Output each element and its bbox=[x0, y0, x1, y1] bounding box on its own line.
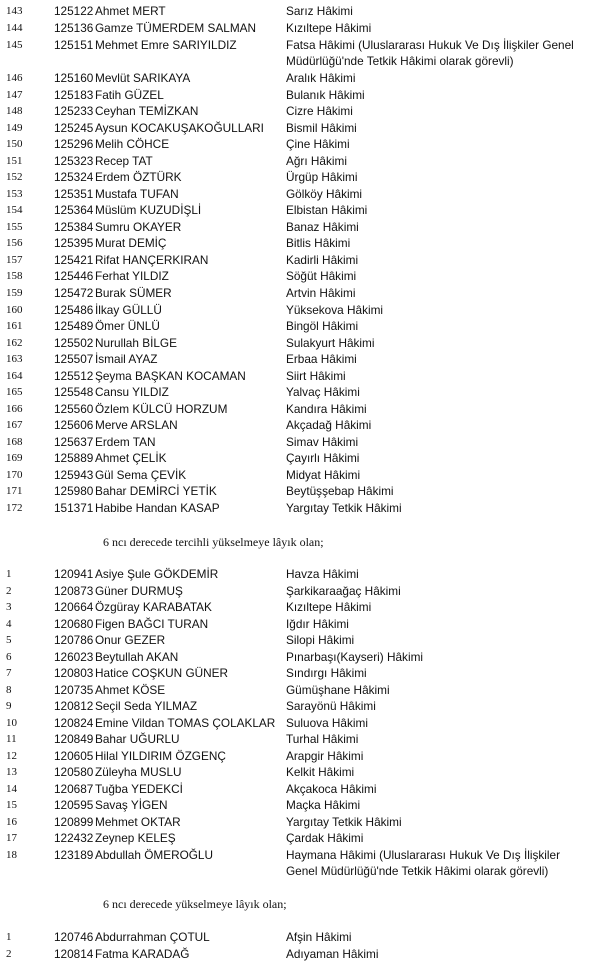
registry-number: 125472 bbox=[54, 286, 94, 300]
judge-name: Ceyhan TEMİZKAN bbox=[95, 104, 199, 118]
registry-number: 125395 bbox=[54, 236, 94, 250]
judge-name: İsmail AYAZ bbox=[95, 352, 158, 366]
court-position: Pınarbaşı(Kayseri) Hâkimi bbox=[286, 650, 424, 664]
judge-name: Erdem ÖZTÜRK bbox=[95, 170, 182, 184]
judge-name: Savaş YİGEN bbox=[95, 798, 168, 812]
court-position: Bismil Hâkimi bbox=[286, 121, 357, 135]
registry-number: 123189 bbox=[54, 848, 94, 862]
court-position: Kızıltepe Hâkimi bbox=[286, 21, 372, 35]
registry-number: 120814 bbox=[54, 947, 94, 961]
judge-name: Hilal YILDIRIM ÖZGENÇ bbox=[95, 749, 226, 763]
judge-name: Bahar DEMİRCİ YETİK bbox=[95, 484, 217, 498]
court-position: Bingöl Hâkimi bbox=[286, 319, 359, 333]
judge-name: Nurullah BİLGE bbox=[95, 336, 177, 350]
judge-name: Melih CÖHCE bbox=[95, 137, 170, 151]
row-number: 163 bbox=[6, 353, 23, 365]
row-number: 162 bbox=[6, 337, 23, 349]
row-number: 14 bbox=[6, 783, 17, 795]
registry-number: 120941 bbox=[54, 567, 94, 581]
registry-number: 125560 bbox=[54, 402, 94, 416]
registry-number: 125446 bbox=[54, 269, 94, 283]
row-number: 165 bbox=[6, 386, 23, 398]
court-position: Siirt Hâkimi bbox=[286, 369, 346, 383]
court-position: Kızıltepe Hâkimi bbox=[286, 600, 372, 614]
registry-number: 125512 bbox=[54, 369, 94, 383]
court-position: Maçka Hâkimi bbox=[286, 798, 361, 812]
row-number: 170 bbox=[6, 469, 23, 481]
judge-name: Güner DURMUŞ bbox=[95, 584, 183, 598]
registry-number: 120824 bbox=[54, 716, 94, 730]
court-position: Yalvaç Hâkimi bbox=[286, 385, 360, 399]
row-number: 150 bbox=[6, 138, 23, 150]
court-position: Ağrı Hâkimi bbox=[286, 154, 347, 168]
registry-number: 125421 bbox=[54, 253, 94, 267]
row-number: 166 bbox=[6, 403, 23, 415]
registry-number: 120680 bbox=[54, 617, 94, 631]
row-number: 11 bbox=[6, 733, 17, 745]
row-number: 160 bbox=[6, 304, 23, 316]
judge-name: Ömer ÜNLÜ bbox=[95, 319, 160, 333]
court-position: Akçadağ Hâkimi bbox=[286, 418, 372, 432]
court-position: Bulanık Hâkimi bbox=[286, 88, 365, 102]
registry-number: 151371 bbox=[54, 501, 94, 515]
court-position: Kelkit Hâkimi bbox=[286, 765, 355, 779]
row-number: 1 bbox=[6, 568, 12, 580]
row-number: 4 bbox=[6, 618, 12, 630]
court-position: Çardak Hâkimi bbox=[286, 831, 364, 845]
judge-name: Mehmet Emre SARIYILDIZ bbox=[95, 38, 237, 52]
registry-number: 120595 bbox=[54, 798, 94, 812]
row-number: 158 bbox=[6, 270, 23, 282]
judge-name: Züleyha MUSLU bbox=[95, 765, 182, 779]
court-position: Turhal Hâkimi bbox=[286, 732, 359, 746]
judge-name: Özgüray KARABATAK bbox=[95, 600, 212, 614]
row-number: 151 bbox=[6, 155, 23, 167]
registry-number: 125136 bbox=[54, 21, 94, 35]
court-position: Aralık Hâkimi bbox=[286, 71, 356, 85]
registry-number: 125889 bbox=[54, 451, 94, 465]
registry-number: 125637 bbox=[54, 435, 94, 449]
court-position: Söğüt Hâkimi bbox=[286, 269, 357, 283]
row-number: 9 bbox=[6, 700, 12, 712]
registry-number: 125384 bbox=[54, 220, 94, 234]
judge-name: Erdem TAN bbox=[95, 435, 156, 449]
registry-number: 125324 bbox=[54, 170, 94, 184]
row-number: 10 bbox=[6, 717, 17, 729]
judge-name: Bahar UĞURLU bbox=[95, 732, 180, 746]
row-number: 8 bbox=[6, 684, 12, 696]
registry-number: 125323 bbox=[54, 154, 94, 168]
judge-name: Özlem KÜLCÜ HORZUM bbox=[95, 402, 228, 416]
judge-name: Murat DEMİÇ bbox=[95, 236, 167, 250]
court-position: Haymana Hâkimi (Uluslararası Hukuk Ve Dış İlişkiler Genel Müdürlüğü'nde Tetkik Hâkimi olarak görevli) bbox=[286, 848, 561, 878]
court-position: Gümüşhane Hâkimi bbox=[286, 683, 390, 697]
registry-number: 125233 bbox=[54, 104, 94, 118]
row-number: 15 bbox=[6, 799, 17, 811]
court-position: Suluova Hâkimi bbox=[286, 716, 368, 730]
section-heading-preferred-promotion: 6 ncı derecede tercihli yükselmeye lâyık olan; bbox=[103, 535, 324, 549]
registry-number: 120786 bbox=[54, 633, 94, 647]
row-number: 6 bbox=[6, 651, 12, 663]
row-number: 12 bbox=[6, 750, 17, 762]
judge-name: Onur GEZER bbox=[95, 633, 166, 647]
judge-name: Ferhat YILDIZ bbox=[95, 269, 169, 283]
judge-name: Burak SÜMER bbox=[95, 286, 172, 300]
court-position: Midyat Hâkimi bbox=[286, 468, 361, 482]
judge-name: Abdurrahman ÇOTUL bbox=[95, 930, 210, 944]
court-position: Bitlis Hâkimi bbox=[286, 236, 351, 250]
judge-name: İlkay GÜLLÜ bbox=[95, 303, 162, 317]
court-position: Simav Hâkimi bbox=[286, 435, 359, 449]
row-number: 1 bbox=[6, 931, 12, 943]
registry-number: 120664 bbox=[54, 600, 94, 614]
row-number: 155 bbox=[6, 221, 23, 233]
registry-number: 125507 bbox=[54, 352, 94, 366]
row-number: 164 bbox=[6, 370, 23, 382]
judge-name: Habibe Handan KASAP bbox=[95, 501, 220, 515]
row-number: 2 bbox=[6, 585, 12, 597]
registry-number: 125486 bbox=[54, 303, 94, 317]
court-position: Iğdır Hâkimi bbox=[286, 617, 349, 631]
registry-number: 120746 bbox=[54, 930, 94, 944]
court-position: Yüksekova Hâkimi bbox=[286, 303, 384, 317]
court-position: Silopi Hâkimi bbox=[286, 633, 355, 647]
judge-name: Figen BAĞCI TURAN bbox=[95, 617, 209, 631]
judge-name: Sumru OKAYER bbox=[95, 220, 182, 234]
court-position: Ürgüp Hâkimi bbox=[286, 170, 358, 184]
judge-name: Merve ARSLAN bbox=[95, 418, 178, 432]
judge-name: Zeynep KELEŞ bbox=[95, 831, 176, 845]
row-number: 7 bbox=[6, 667, 12, 679]
row-number: 147 bbox=[6, 89, 23, 101]
court-position: Cizre Hâkimi bbox=[286, 104, 353, 118]
row-number: 145 bbox=[6, 39, 23, 51]
judge-name: Recep TAT bbox=[95, 154, 153, 168]
court-position: Kandıra Hâkimi bbox=[286, 402, 367, 416]
row-number: 143 bbox=[6, 5, 23, 17]
registry-number: 120687 bbox=[54, 782, 94, 796]
registry-number: 125489 bbox=[54, 319, 94, 333]
judge-name: Asiye Şule GÖKDEMİR bbox=[95, 567, 219, 581]
court-position: Afşin Hâkimi bbox=[286, 930, 352, 944]
row-number: 5 bbox=[6, 634, 12, 646]
row-number: 17 bbox=[6, 832, 17, 844]
registry-number: 125502 bbox=[54, 336, 94, 350]
court-position: Artvin Hâkimi bbox=[286, 286, 356, 300]
registry-number: 120580 bbox=[54, 765, 94, 779]
court-position: Şarkikaraağaç Hâkimi bbox=[286, 584, 401, 598]
court-position: Sındırgı Hâkimi bbox=[286, 666, 367, 680]
row-number: 172 bbox=[6, 502, 23, 514]
judge-name: Tuğba YEDEKCİ bbox=[95, 782, 183, 796]
judge-name: Ahmet KÖSE bbox=[95, 683, 166, 697]
row-number: 169 bbox=[6, 452, 23, 464]
registry-number: 125351 bbox=[54, 187, 94, 201]
judge-name: Beytullah AKAN bbox=[95, 650, 179, 664]
court-position: Fatsa Hâkimi (Uluslararası Hukuk Ve Dış İlişkiler Genel Müdürlüğü'nde Tetkik Hâkimi olarak görevli) bbox=[286, 38, 574, 68]
registry-number: 125296 bbox=[54, 137, 94, 151]
judge-name: Gamze TÜMERDEM SALMAN bbox=[95, 21, 257, 35]
registry-number: 125122 bbox=[54, 4, 94, 18]
row-number: 13 bbox=[6, 766, 17, 778]
judge-name: Cansu YILDIZ bbox=[95, 385, 169, 399]
judge-name: Aysun KOCAKUŞAKOĞULLARI bbox=[95, 121, 264, 135]
section-heading-promotion: 6 ncı derecede yükselmeye lâyık olan; bbox=[103, 897, 287, 911]
judge-name: Seçil Seda YILMAZ bbox=[95, 699, 198, 713]
registry-number: 122432 bbox=[54, 831, 94, 845]
court-position: Yargıtay Tetkik Hâkimi bbox=[286, 815, 402, 829]
judge-name: Fatma KARADAĞ bbox=[95, 947, 190, 961]
registry-number: 125943 bbox=[54, 468, 94, 482]
row-number: 168 bbox=[6, 436, 23, 448]
row-number: 2 bbox=[6, 948, 12, 960]
registry-number: 120899 bbox=[54, 815, 94, 829]
row-number: 156 bbox=[6, 237, 23, 249]
court-position: Sarayönü Hâkimi bbox=[286, 699, 376, 713]
court-position: Akçakoca Hâkimi bbox=[286, 782, 377, 796]
row-number: 16 bbox=[6, 816, 17, 828]
judge-name: Gül Sema ÇEVİK bbox=[95, 468, 187, 482]
registry-number: 125364 bbox=[54, 203, 94, 217]
court-position: Banaz Hâkimi bbox=[286, 220, 359, 234]
judge-name: Ahmet MERT bbox=[95, 4, 166, 18]
judge-name: Şeyma BAŞKAN KOCAMAN bbox=[95, 369, 246, 383]
registry-number: 120849 bbox=[54, 732, 94, 746]
registry-number: 120873 bbox=[54, 584, 94, 598]
registry-number: 125160 bbox=[54, 71, 94, 85]
court-position: Sarız Hâkimi bbox=[286, 4, 353, 18]
court-position: Sulakyurt Hâkimi bbox=[286, 336, 375, 350]
court-position: Havza Hâkimi bbox=[286, 567, 359, 581]
judge-name: Emine Vildan TOMAS ÇOLAKLAR bbox=[95, 716, 276, 730]
row-number: 161 bbox=[6, 320, 23, 332]
row-number: 152 bbox=[6, 171, 23, 183]
court-position: Elbistan Hâkimi bbox=[286, 203, 368, 217]
registry-number: 125980 bbox=[54, 484, 94, 498]
registry-number: 125606 bbox=[54, 418, 94, 432]
row-number: 153 bbox=[6, 188, 23, 200]
registry-number: 120605 bbox=[54, 749, 94, 763]
court-position: Gölköy Hâkimi bbox=[286, 187, 363, 201]
row-number: 3 bbox=[6, 601, 12, 613]
registry-number: 125151 bbox=[54, 38, 94, 52]
court-position: Erbaa Hâkimi bbox=[286, 352, 357, 366]
row-number: 18 bbox=[6, 849, 17, 861]
judge-name: Hatice COŞKUN GÜNER bbox=[95, 666, 229, 680]
row-number: 149 bbox=[6, 122, 23, 134]
row-number: 171 bbox=[6, 485, 23, 497]
row-number: 154 bbox=[6, 204, 23, 216]
court-position: Arapgir Hâkimi bbox=[286, 749, 364, 763]
registry-number: 125245 bbox=[54, 121, 94, 135]
row-number: 144 bbox=[6, 22, 23, 34]
judge-name: Rifat HANÇERKIRAN bbox=[95, 253, 209, 267]
judge-name: Abdullah ÖMEROĞLU bbox=[95, 848, 214, 862]
judge-name: Mevlüt SARIKAYA bbox=[95, 71, 191, 85]
registry-number: 120803 bbox=[54, 666, 94, 680]
judge-name: Mustafa TUFAN bbox=[95, 187, 179, 201]
row-number: 159 bbox=[6, 287, 23, 299]
registry-number: 120735 bbox=[54, 683, 94, 697]
court-position: Adıyaman Hâkimi bbox=[286, 947, 379, 961]
court-position: Kadirli Hâkimi bbox=[286, 253, 359, 267]
judge-name: Fatih GÜZEL bbox=[95, 88, 164, 102]
row-number: 167 bbox=[6, 419, 23, 431]
row-number: 146 bbox=[6, 72, 23, 84]
court-position: Beytüşşebap Hâkimi bbox=[286, 484, 394, 498]
judge-name: Ahmet ÇELİK bbox=[95, 451, 167, 465]
judge-name: Mehmet OKTAR bbox=[95, 815, 181, 829]
court-position: Çayırlı Hâkimi bbox=[286, 451, 360, 465]
registry-number: 120812 bbox=[54, 699, 94, 713]
registry-number: 125183 bbox=[54, 88, 94, 102]
judge-name: Müslüm KUZUDİŞLİ bbox=[95, 203, 202, 217]
registry-number: 125548 bbox=[54, 385, 94, 399]
row-number: 148 bbox=[6, 105, 23, 117]
court-position: Çine Hâkimi bbox=[286, 137, 350, 151]
row-number: 157 bbox=[6, 254, 23, 266]
court-position: Yargıtay Tetkik Hâkimi bbox=[286, 501, 402, 515]
registry-number: 126023 bbox=[54, 650, 94, 664]
